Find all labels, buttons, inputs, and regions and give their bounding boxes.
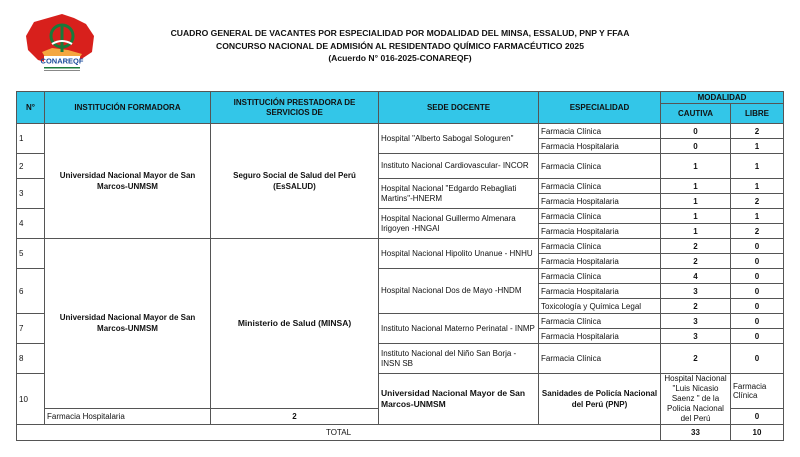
especialidad-cell: Farmacia Hospitalaria xyxy=(539,329,661,344)
prestadora-cell: Sanidades de Policía Nacional del Perú (PNP) xyxy=(539,374,661,425)
libre-cell: 0 xyxy=(731,299,784,314)
cautiva-cell: 1 xyxy=(661,194,731,209)
total-row xyxy=(17,425,784,441)
col-cautiva: CAUTIVA xyxy=(661,104,731,124)
especialidad-cell: Farmacia Hospitalaria xyxy=(539,139,661,154)
col-especialidad: ESPECIALIDAD xyxy=(539,92,661,124)
row-number: 6 xyxy=(17,269,45,314)
conareqf-logo xyxy=(22,12,100,74)
header-line2: CONCURSO NACIONAL DE ADMISIÓN AL RESIDENTADO QUÍMICO FARMACÉUTICO 2025 xyxy=(216,40,584,51)
especialidad-cell: Farmacia Clínica xyxy=(539,314,661,329)
cautiva-cell: 2 xyxy=(661,254,731,269)
cautiva-cell: 0 xyxy=(661,139,731,154)
col-modalidad: MODALIDAD xyxy=(661,92,784,104)
cautiva-cell: 1 xyxy=(661,154,731,179)
vacancies-table xyxy=(16,91,784,441)
especialidad-cell: Farmacia Clínica xyxy=(539,179,661,194)
libre-cell: 2 xyxy=(731,224,784,239)
sede-cell: Hospital Nacional "Luis Nicasio Saenz " de la Policia Nacional del Perú xyxy=(661,374,731,425)
cautiva-cell: 2 xyxy=(211,408,379,424)
formadora-cell: Universidad Nacional Mayor de San Marcos-UNMSM xyxy=(45,239,211,409)
formadora-cell: Universidad Nacional Mayor de San Marcos-UNMSM xyxy=(379,374,539,425)
row-number: 1 xyxy=(17,124,45,154)
libre-cell: 0 xyxy=(731,269,784,284)
especialidad-cell: Farmacia Clínica xyxy=(731,374,784,409)
cautiva-cell: 1 xyxy=(661,209,731,224)
cautiva-cell: 3 xyxy=(661,284,731,299)
row-number: 7 xyxy=(17,314,45,344)
cautiva-cell: 2 xyxy=(661,299,731,314)
sede-cell: Hospital Nacional Hipolito Unanue - HNHU xyxy=(379,239,539,269)
especialidad-cell: Farmacia Hospitalaria xyxy=(539,254,661,269)
sede-cell: Instituto Nacional Materno Perinatal - INMP xyxy=(379,314,539,344)
especialidad-cell: Farmacia Hospitalaria xyxy=(539,194,661,209)
logo-text: CONAREQF xyxy=(40,56,84,66)
libre-cell: 0 xyxy=(731,344,784,374)
formadora-cell: Universidad Nacional Mayor de San Marcos-UNMSM xyxy=(45,124,211,239)
libre-cell: 0 xyxy=(731,239,784,254)
total-label: TOTAL xyxy=(17,425,661,441)
col-libre: LIBRE xyxy=(731,104,784,124)
libre-cell: 1 xyxy=(731,139,784,154)
especialidad-cell: Farmacia Clínica xyxy=(539,239,661,254)
cautiva-cell: 1 xyxy=(661,224,731,239)
especialidad-cell: Farmacia Clínica xyxy=(539,154,661,179)
cautiva-cell: 0 xyxy=(661,124,731,139)
total-libre: 10 xyxy=(731,425,784,441)
row-number: 4 xyxy=(17,209,45,239)
libre-cell: 2 xyxy=(731,194,784,209)
especialidad-cell: Farmacia Hospitalaria xyxy=(539,284,661,299)
libre-cell: 0 xyxy=(731,254,784,269)
cautiva-cell: 4 xyxy=(661,269,731,284)
page-header xyxy=(110,27,690,65)
table-row xyxy=(17,239,784,254)
especialidad-cell: Farmacia Clínica xyxy=(539,269,661,284)
libre-cell: 2 xyxy=(731,124,784,139)
sede-cell: Hospital Nacional Dos de Mayo -HNDM xyxy=(379,269,539,314)
row-number: 2 xyxy=(17,154,45,179)
sede-cell: Instituto Nacional Cardiovascular- INCOR xyxy=(379,154,539,179)
prestadora-cell: Seguro Social de Salud del Perú (EsSALUD) xyxy=(211,124,379,239)
libre-cell: 1 xyxy=(731,179,784,194)
header-line1: CUADRO GENERAL DE VACANTES POR ESPECIALIDAD POR MODALIDAD DEL MINSA, ESSALUD, PNP Y FFAA xyxy=(170,28,630,38)
row-number: 3 xyxy=(17,179,45,209)
sede-cell: Hospital "Alberto Sabogal Sologuren" xyxy=(379,124,539,154)
especialidad-cell: Farmacia Hospitalaria xyxy=(539,224,661,239)
especialidad-cell: Toxicología y Química Legal xyxy=(539,299,661,314)
row-number: 8 xyxy=(17,344,45,374)
libre-cell: 0 xyxy=(731,284,784,299)
cautiva-cell: 1 xyxy=(661,179,731,194)
libre-cell: 1 xyxy=(731,154,784,179)
cautiva-cell: 2 xyxy=(661,344,731,374)
libre-cell: 0 xyxy=(731,408,784,424)
row-number: 10 xyxy=(17,374,45,425)
header-line3: (Acuerdo N° 016-2025-CONAREQF) xyxy=(328,53,472,63)
prestadora-cell: Ministerio de Salud (MINSA) xyxy=(211,239,379,409)
libre-cell: 0 xyxy=(731,314,784,329)
col-n: N° xyxy=(17,92,45,124)
cautiva-cell: 2 xyxy=(661,239,731,254)
total-cautiva: 33 xyxy=(661,425,731,441)
sede-cell: Hospital Nacional Guillermo Almenara Irigoyen -HNGAI xyxy=(379,209,539,239)
sede-cell: Hospital Nacional "Edgardo Rebagliati Martins"-HNERM xyxy=(379,179,539,209)
especialidad-cell: Farmacia Clínica xyxy=(539,209,661,224)
col-formadora: INSTITUCIÓN FORMADORA xyxy=(45,92,211,124)
col-sede: SEDE DOCENTE xyxy=(379,92,539,124)
especialidad-cell: Farmacia Hospitalaria xyxy=(45,408,211,424)
sede-cell: Instituto Nacional del Niño San Borja - INSN SB xyxy=(379,344,539,374)
cautiva-cell: 3 xyxy=(661,329,731,344)
libre-cell: 0 xyxy=(731,329,784,344)
libre-cell: 1 xyxy=(731,209,784,224)
especialidad-cell: Farmacia Clínica xyxy=(539,124,661,139)
especialidad-cell: Farmacia Clínica xyxy=(539,344,661,374)
cautiva-cell: 3 xyxy=(661,314,731,329)
col-prestadora: INSTITUCIÓN PRESTADORA DE SERVICIOS DE xyxy=(211,92,379,124)
row-number: 5 xyxy=(17,239,45,269)
table-row xyxy=(17,124,784,139)
